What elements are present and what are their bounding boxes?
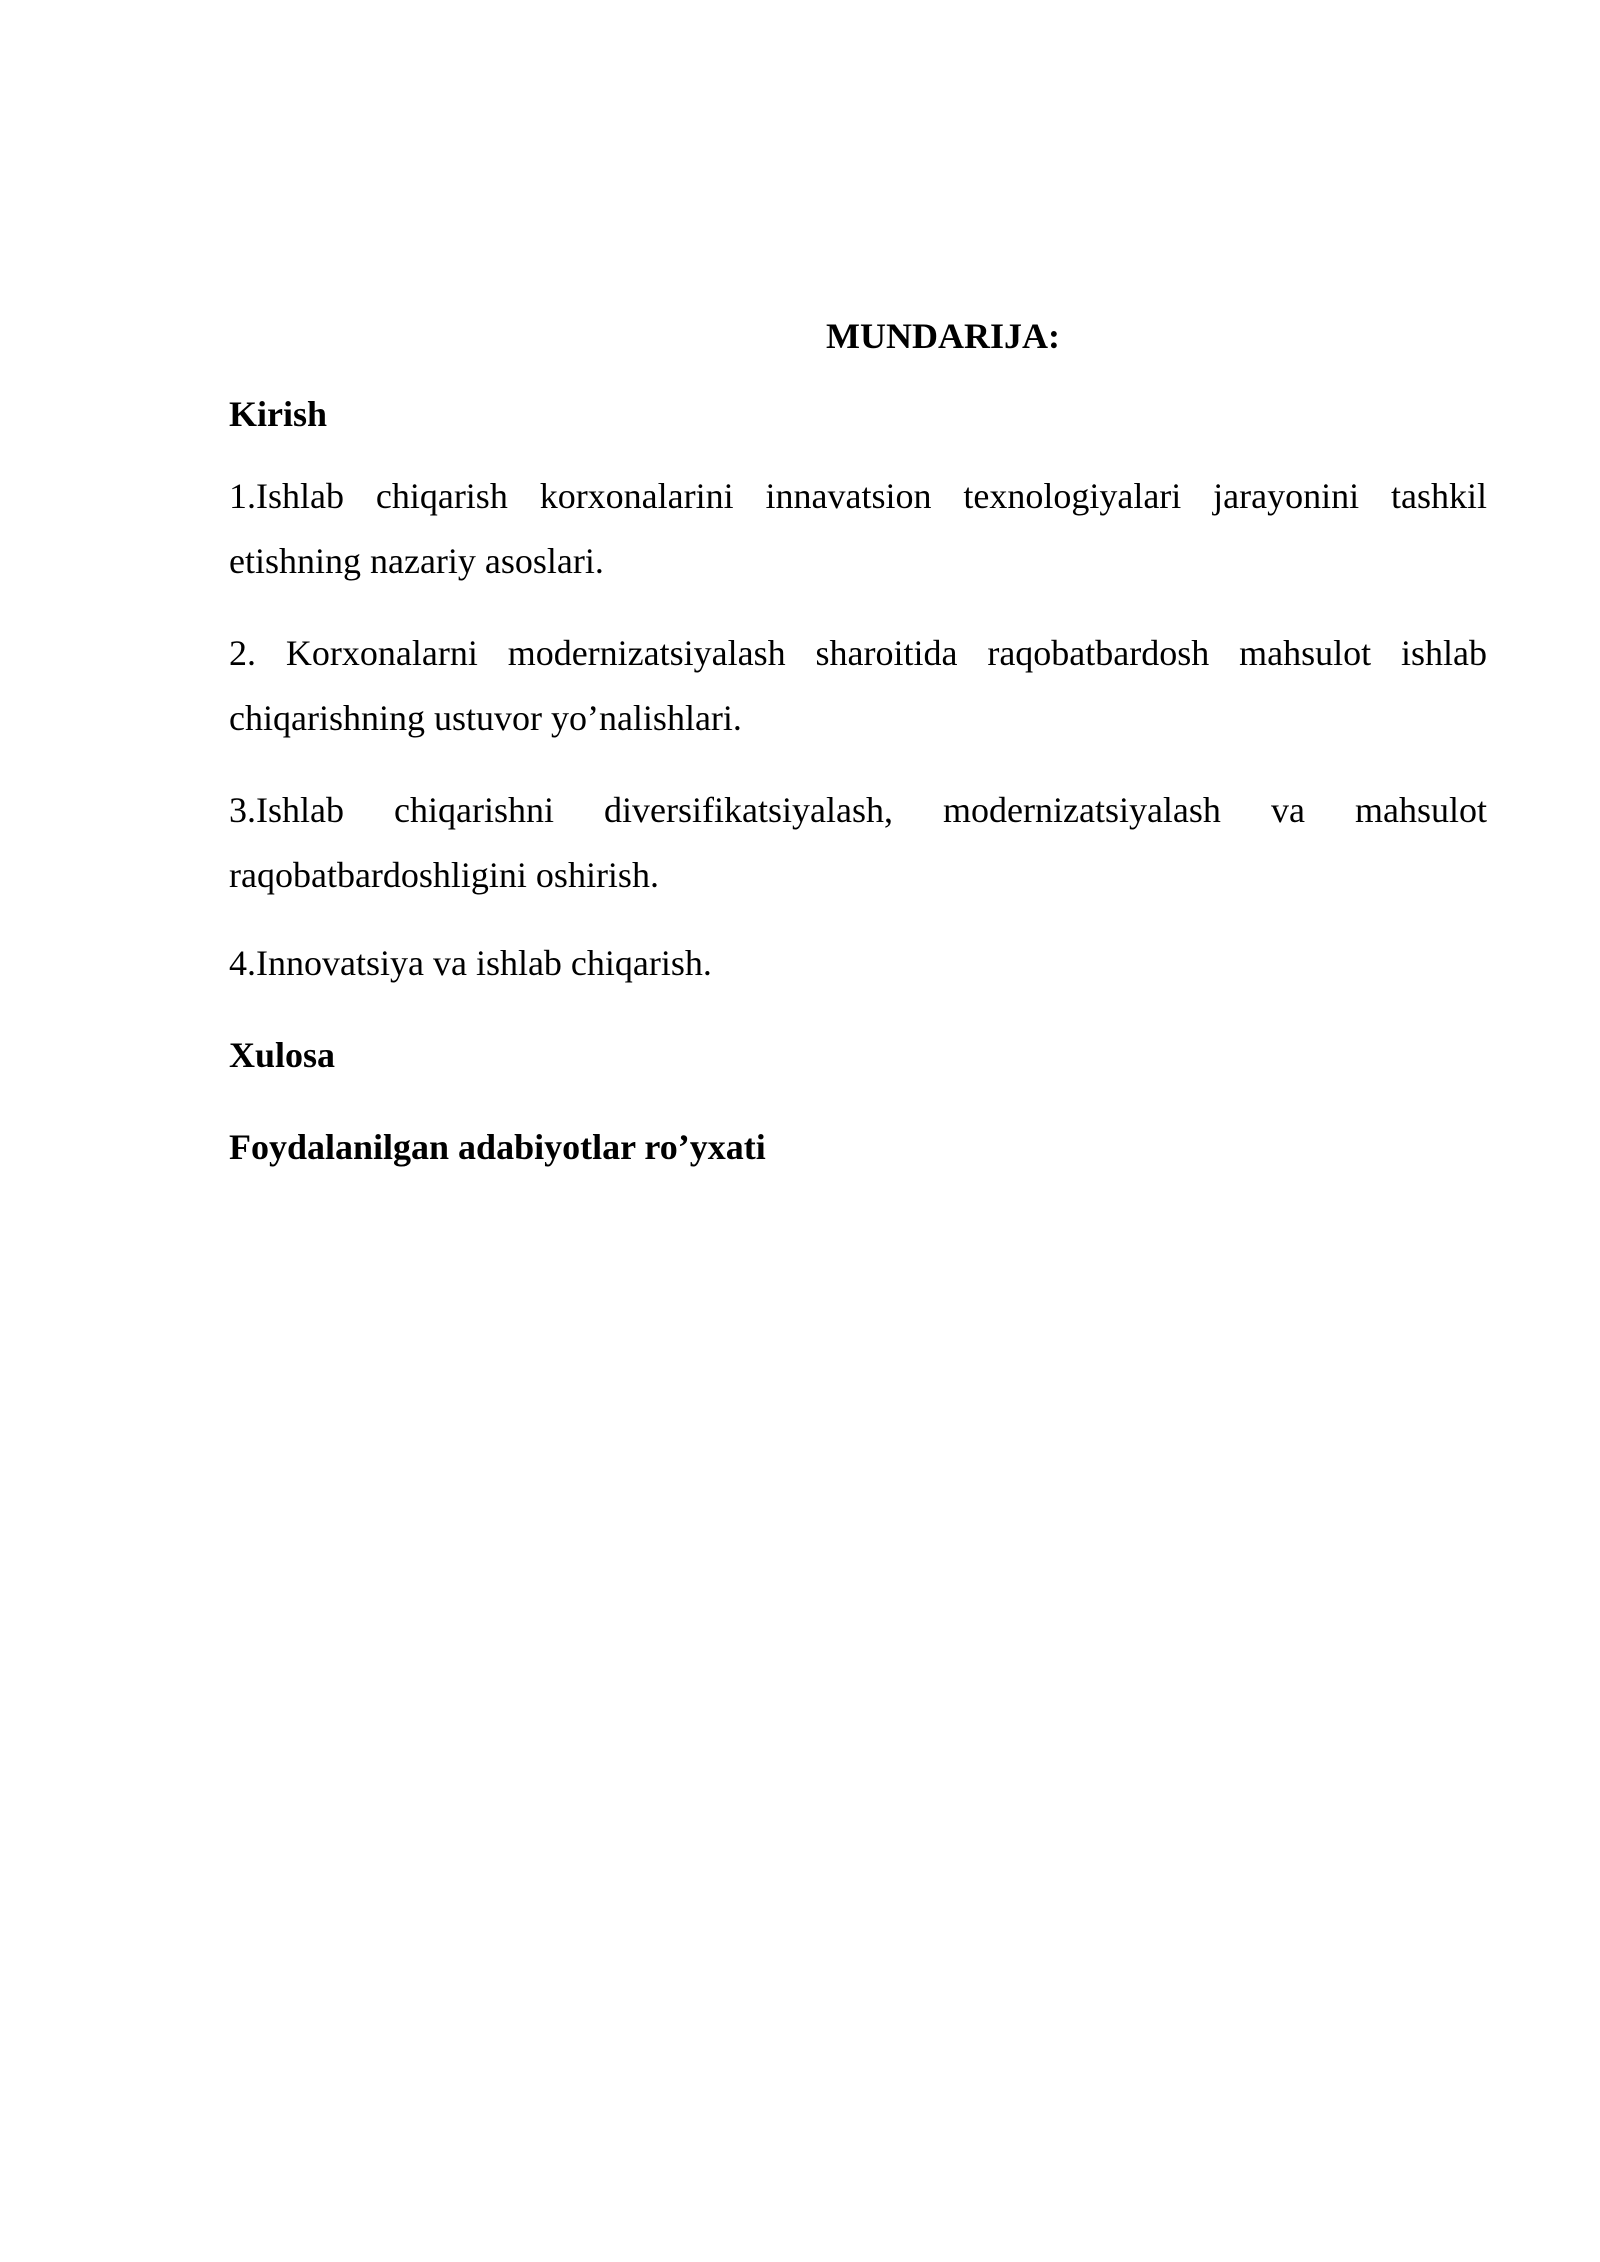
toc-references: Foydalanilgan adabiyotlar ro’yxati (229, 1127, 766, 1167)
toc-item-3: 3.Ishlab chiqarishni diversifikatsiyalash, modernizatsiyalash va mahsulot raqobatbardoshligini oshirish. (229, 790, 1487, 895)
toc-item-4: 4.Innovatsiya va ishlab chiqarish. (229, 943, 712, 983)
toc-item-2: 2. Korxonalarni modernizatsiyalash sharoitida raqobatbardosh mahsulot ishlab chiqarishning ustuvor yo’nalishlari. (229, 633, 1487, 738)
toc-intro: Kirish (229, 394, 328, 434)
toc-title: MUNDARIJA: (826, 316, 1060, 356)
toc-conclusion: Xulosa (229, 1035, 336, 1075)
toc-item-1: 1.Ishlab chiqarish korxonalarini innavatsion texnologiyalari jarayonini tashkil etishning nazariy asoslari. (229, 476, 1487, 581)
table-of-contents (229, 308, 1487, 1197)
